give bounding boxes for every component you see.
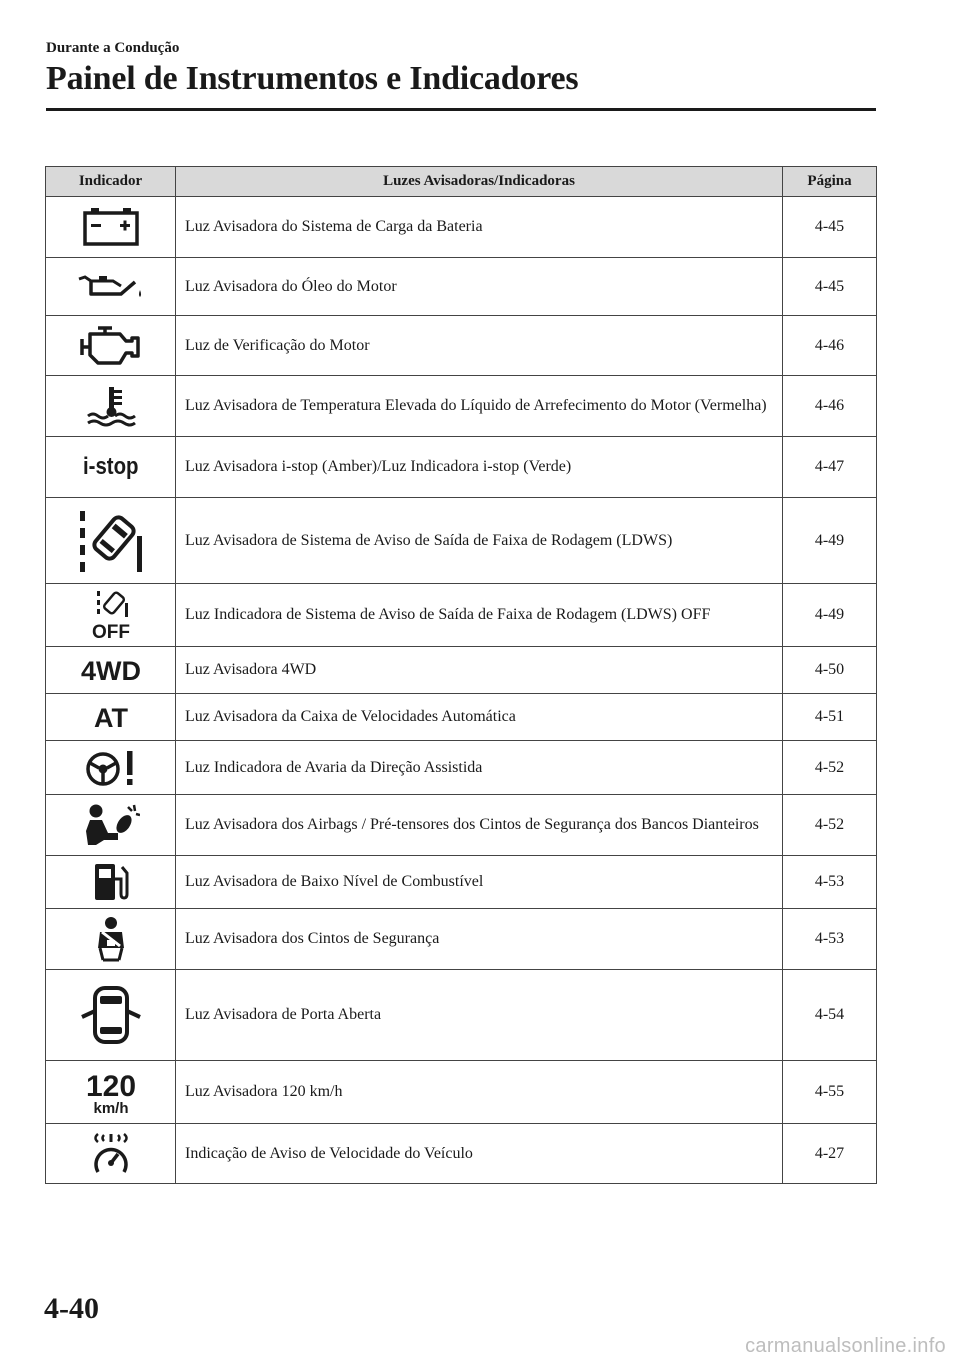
indicator-cell	[46, 909, 176, 970]
page-ref: 4-46	[783, 316, 877, 376]
table-row	[46, 1124, 877, 1184]
watermark: carmanualsonline.info	[745, 1335, 946, 1357]
page-ref: 4-49	[783, 498, 877, 584]
page-ref: 4-51	[783, 694, 877, 741]
lane-departure-off-icon	[87, 589, 135, 641]
page-ref: 4-49	[783, 584, 877, 647]
at-icon	[89, 702, 133, 732]
svg-text:OFF: OFF	[91, 622, 130, 641]
indicator-cell	[46, 316, 176, 376]
page-ref: 4-53	[783, 856, 877, 909]
indicator-cell	[46, 437, 176, 498]
svg-text:4WD: 4WD	[80, 656, 141, 685]
door-open-icon	[78, 981, 144, 1049]
indicator-table	[45, 166, 877, 1184]
table-row	[46, 694, 877, 741]
table-row	[46, 856, 877, 909]
table-row	[46, 437, 877, 498]
speed-warning-icon	[87, 1132, 135, 1176]
indicator-cell	[46, 970, 176, 1061]
page-ref: 4-45	[783, 258, 877, 316]
light-label: Luz Avisadora de Temperatura Elevada do Líquido de Arrefecimento do Motor (Vermelha)	[176, 376, 783, 437]
page-ref: 4-46	[783, 376, 877, 437]
column-header-lights: Luzes Avisadoras/Indicadoras	[176, 167, 783, 197]
column-header-indicator: Indicador	[46, 167, 176, 197]
light-label: Luz Indicadora de Avaria da Direção Assistida	[176, 741, 783, 795]
table-header-row	[46, 167, 877, 197]
steering-warning-icon	[83, 748, 139, 788]
title-divider	[46, 108, 876, 111]
table-row	[46, 258, 877, 316]
table-row	[46, 376, 877, 437]
table-row	[46, 316, 877, 376]
indicator-cell	[46, 1061, 176, 1124]
light-label: Luz Avisadora 120 km/h	[176, 1061, 783, 1124]
oil-can-icon	[77, 272, 145, 302]
indicator-cell	[46, 694, 176, 741]
indicator-cell	[46, 647, 176, 694]
page-ref: 4-52	[783, 741, 877, 795]
light-label: Indicação de Aviso de Velocidade do Veículo	[176, 1124, 783, 1184]
indicator-cell	[46, 376, 176, 437]
table-row	[46, 584, 877, 647]
table-row	[46, 970, 877, 1061]
engine-icon	[80, 325, 142, 367]
indicator-cell	[46, 258, 176, 316]
indicator-cell	[46, 795, 176, 856]
airbag-icon	[82, 803, 140, 847]
table-row	[46, 498, 877, 584]
light-label: Luz Avisadora de Sistema de Aviso de Saída de Faixa de Rodagem (LDWS)	[176, 498, 783, 584]
table-row	[46, 909, 877, 970]
table-row	[46, 795, 877, 856]
indicator-cell	[46, 584, 176, 647]
battery-icon	[82, 207, 140, 247]
svg-text:AT: AT	[93, 703, 128, 732]
seatbelt-icon	[91, 916, 131, 962]
speed-120-icon	[85, 1068, 137, 1116]
light-label: Luz Avisadora de Baixo Nível de Combustível	[176, 856, 783, 909]
indicator-cell	[46, 197, 176, 258]
page-ref: 4-54	[783, 970, 877, 1061]
table-row	[46, 741, 877, 795]
page-title: Painel de Instrumentos e Indicadores	[46, 60, 579, 97]
column-header-page: Página	[783, 167, 877, 197]
svg-text:120: 120	[85, 1070, 136, 1103]
page-ref: 4-50	[783, 647, 877, 694]
light-label: Luz Avisadora do Óleo do Motor	[176, 258, 783, 316]
coolant-temperature-icon	[85, 385, 137, 427]
lane-departure-icon	[76, 508, 146, 574]
light-label: Luz Avisadora do Sistema de Carga da Bateria	[176, 197, 783, 258]
svg-text:km/h: km/h	[92, 1100, 129, 1116]
i-stop-icon	[81, 450, 141, 484]
table-row	[46, 1061, 877, 1124]
section-title: Durante a Condução	[46, 40, 180, 56]
light-label: Luz Avisadora dos Cintos de Segurança	[176, 909, 783, 970]
light-label: Luz Avisadora da Caixa de Velocidades Automática	[176, 694, 783, 741]
table-row	[46, 647, 877, 694]
page-ref: 4-47	[783, 437, 877, 498]
table-row	[46, 197, 877, 258]
indicator-cell	[46, 1124, 176, 1184]
svg-text:i-stop: i-stop	[82, 452, 139, 480]
4wd-icon	[78, 655, 144, 685]
light-label: Luz Avisadora i-stop (Amber)/Luz Indicadora i-stop (Verde)	[176, 437, 783, 498]
indicator-cell	[46, 741, 176, 795]
light-label: Luz de Verificação do Motor	[176, 316, 783, 376]
fuel-pump-icon	[91, 861, 131, 903]
page-ref: 4-45	[783, 197, 877, 258]
light-label: Luz Avisadora 4WD	[176, 647, 783, 694]
page-ref: 4-53	[783, 909, 877, 970]
light-label: Luz Indicadora de Sistema de Aviso de Saída de Faixa de Rodagem (LDWS) OFF	[176, 584, 783, 647]
indicator-cell	[46, 498, 176, 584]
page-number: 4-40	[44, 1292, 99, 1325]
page-ref: 4-27	[783, 1124, 877, 1184]
light-label: Luz Avisadora de Porta Aberta	[176, 970, 783, 1061]
page-ref: 4-52	[783, 795, 877, 856]
light-label: Luz Avisadora dos Airbags / Pré-tensores dos Cintos de Segurança dos Bancos Dianteiros	[176, 795, 783, 856]
page-ref: 4-55	[783, 1061, 877, 1124]
indicator-cell	[46, 856, 176, 909]
